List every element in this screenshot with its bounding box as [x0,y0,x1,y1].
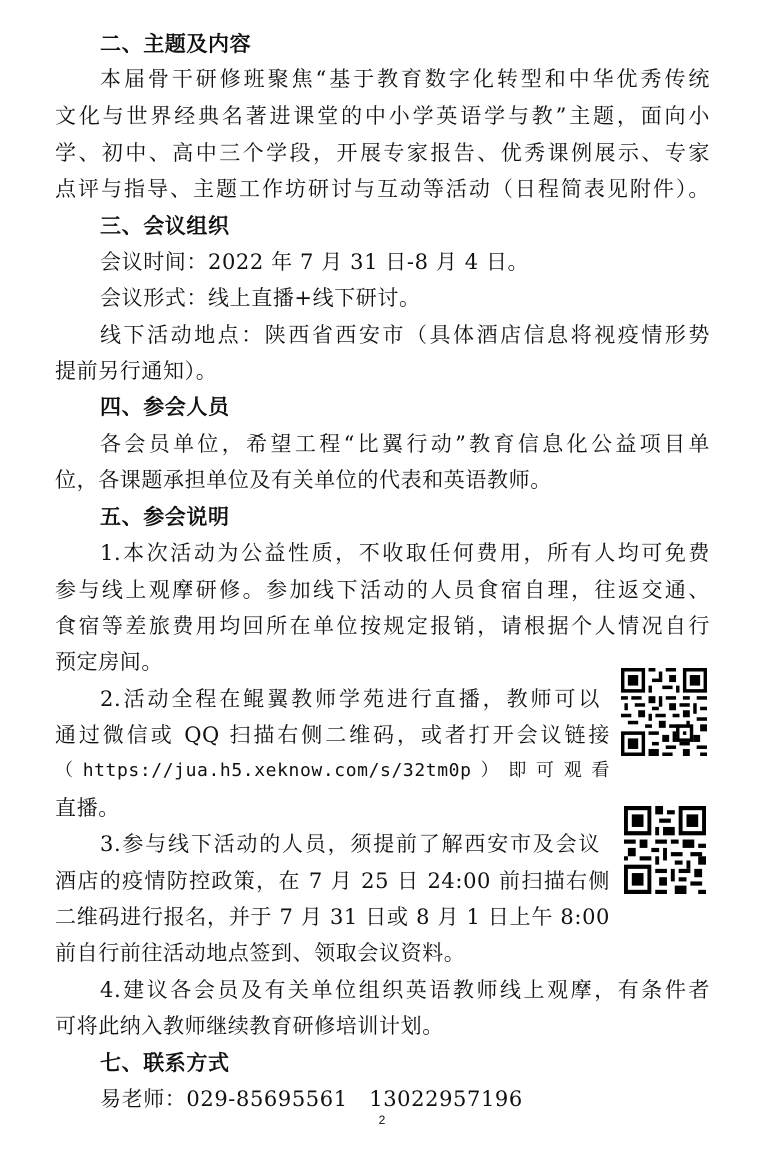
meeting-format: 会议形式：线上直播+线下研讨。 [100,286,421,310]
paragraph-line: 前自行前往活动地点签到、领取会议资料。 [55,941,466,965]
paragraph-line: 各会员单位，希望工程“比翼行动”教育信息化公益项目单 [100,432,710,456]
paragraph-line: 食宿等差旅费用均回所在单位按规定报销，请根据个人情况自行 [55,614,710,638]
meeting-link[interactable]: （https://jua.h5.xeknow.com/s/32tm0p）即可观看 [55,760,610,781]
meeting-location: 线下活动地点：陕西省西安市（具体酒店信息将视疫情形势 [100,323,710,347]
section-2-heading: 二、主题及内容 [100,32,252,56]
paragraph-line: 3.参与线下活动的人员，须提前了解西安市及会议 [100,832,600,856]
section-3-heading: 三、会议组织 [100,214,230,238]
paragraph-line: 4.建议各会员及有关单位组织英语教师线上观摩，有条件者 [100,978,710,1002]
paragraph-line: 二维码进行报名，并于 7 月 31 日或 8 月 1 日上午 8:00 [55,905,610,929]
qr-code-icon [624,806,706,894]
section-4-heading: 四、参会人员 [100,395,230,419]
paragraph-line: 参与线上观摩研修。参加线下活动的人员食宿自理，往返交通、 [55,578,710,602]
page-number: 2 [378,1113,386,1127]
paragraph-line: 学、初中、高中三个学段，开展专家报告、优秀课例展示、专家 [55,141,710,165]
paragraph-line: 可将此纳入教师继续教育研修培训计划。 [55,1014,444,1038]
meeting-time: 会议时间：2022 年 7 月 31 日-8 月 4 日。 [100,250,530,274]
contact-info: 易老师：029-85695561 13022957196 [100,1087,523,1111]
paragraph-line: 直播。 [55,796,120,820]
paragraph-line: 文化与世界经典名著进课堂的中小学英语学与教”主题，面向小 [55,104,710,128]
section-5-heading: 五、参会说明 [100,505,230,529]
paragraph-line: 点评与指导、主题工作坊研讨与互动等活动（日程简表见附件）。 [55,177,710,201]
paragraph-line: 2.活动全程在鲲翼教师学苑进行直播，教师可以 [100,687,600,711]
paragraph-line: 预定房间。 [55,650,163,674]
section-7-heading: 七、联系方式 [100,1051,230,1075]
paragraph-line: 通过微信或 QQ 扫描右侧二维码，或者打开会议链接 [55,723,610,747]
paragraph-line: 1.本次活动为公益性质，不收取任何费用，所有人均可免费 [100,541,710,565]
paragraph-line: 提前另行通知）。 [55,359,218,383]
qr-code-icon [621,668,707,756]
qr-code-registration[interactable] [624,806,706,894]
paragraph-line: 酒店的疫情防控政策，在 7 月 25 日 24:00 前扫描右侧 [55,869,610,893]
qr-code-livestream[interactable] [621,668,707,756]
paragraph-line: 本届骨干研修班聚焦“基于教育数字化转型和中华优秀传统 [100,67,710,91]
paragraph-line: 位，各课题承担单位及有关单位的代表和英语教师。 [55,468,552,492]
